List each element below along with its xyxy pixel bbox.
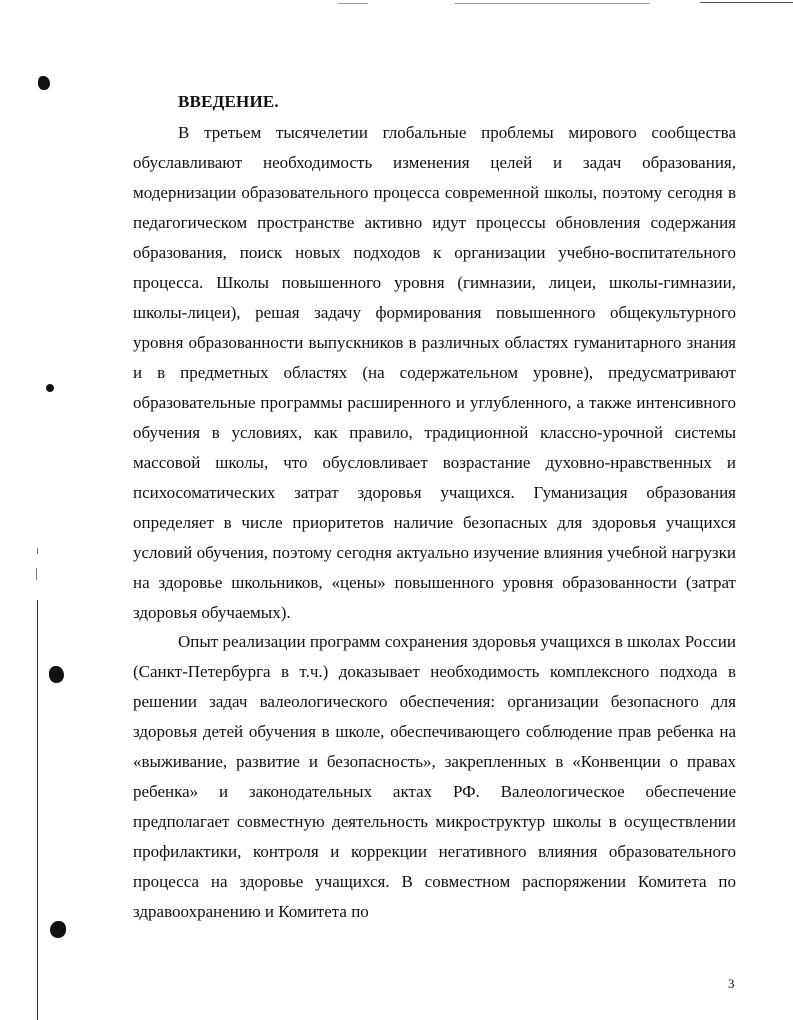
section-heading: ВВЕДЕНИЕ. [178, 92, 279, 111]
body-text [133, 627, 736, 927]
punch-hole-mark [49, 666, 64, 683]
punch-hole-mark [50, 921, 66, 938]
paragraph-2: Опыт реализации программ сохранения здоровья учащихся в школах России (Санкт-Петербурга в т.ч.) доказывает необходимость комплексного подхода в решении задач валеологического обеспечения: организации безопасного для здоровья детей обучения в школе, обеспечивающего соблюдение прав ребенка на «выживание, развитие и безопасность», закрепленных в «Конвенции о правах ребенка» и законодательных актах РФ. Валеологическое обеспечение предполагает совместную деятельность микроструктур школы в осуществлении профилактики, контроля и коррекции негативного влияния образовательного процесса на здоровье учащихся. В совместном распоряжении Комитета по здравоохранению и Комитета по [133, 632, 736, 921]
scan-mark [36, 568, 37, 580]
punch-hole-mark [46, 384, 54, 392]
scan-left-rule [37, 600, 38, 1020]
scan-top-line [455, 3, 650, 4]
paragraph-1: В третьем тысячелетии глобальные проблемы мирового сообщества обуславливают необходимость изменения целей и задач образования, модернизации образовательного процесса современной школы, поэтому сегодня в педагогическом пространстве активно идут процессы обновления содержания образования, поиск новых подходов к организации учебно-воспитательного процесса. Школы повышенного уровня (гимназии, лицеи, школы-гимназии, школы-лицеи), решая задачу формирования повышенного общекультурного уровня образованности выпускников в различных областях гуманитарного знания и в предметных областях (на содержательном уровне), предусматривают образовательные программы расширенного и углубленного, а также интенсивного обучения в условиях, как правило, традиционной классно-урочной системы массовой школы, что обусловливает возрастание духовно-нравственных и психосоматических затрат здоровья учащихся. Гуманизация образования определяет в числе приоритетов наличие безопасных для здоровья учащихся условий обучения, поэтому сегодня актуально изучение влияния учебной нагрузки на здоровье школьников, «цены» повышенного уровня образованности (затрат здоровья обучаемых). [133, 123, 736, 622]
page-number: 3 [728, 976, 735, 991]
scan-top-line [700, 2, 793, 3]
scan-top-line [338, 3, 368, 4]
body-text [133, 118, 736, 628]
scan-mark [37, 548, 38, 554]
punch-hole-mark [38, 76, 50, 90]
